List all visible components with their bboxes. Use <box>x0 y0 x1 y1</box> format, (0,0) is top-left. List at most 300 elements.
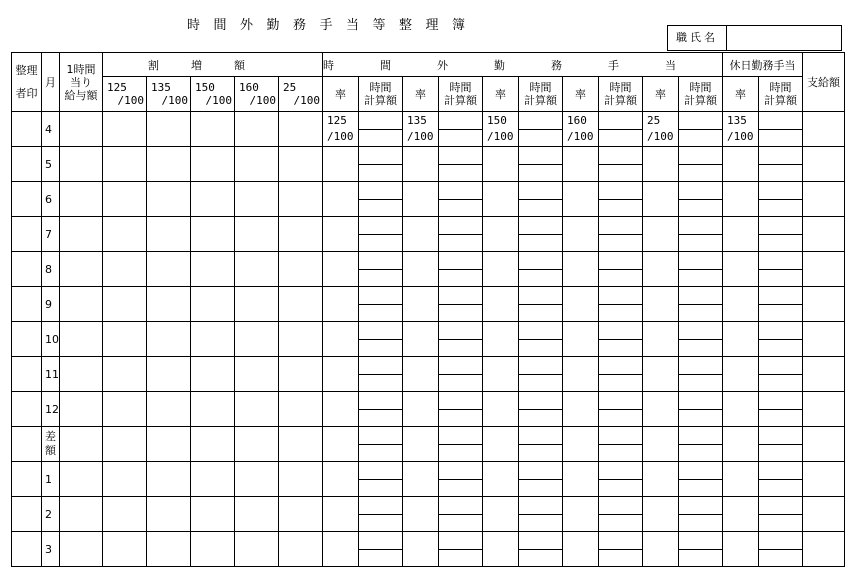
amount-subcell[interactable] <box>679 270 722 287</box>
amount-subcell[interactable] <box>359 270 402 287</box>
hours-subcell[interactable] <box>359 427 402 445</box>
hours-amount-cell[interactable] <box>519 392 563 427</box>
hours-subcell[interactable] <box>679 322 722 340</box>
amount-subcell[interactable] <box>359 445 402 462</box>
seal-cell[interactable] <box>12 287 42 322</box>
hours-subcell[interactable] <box>599 112 642 130</box>
hours-amount-cell[interactable] <box>519 287 563 322</box>
hours-subcell[interactable] <box>439 357 482 375</box>
value-cell[interactable] <box>60 252 103 287</box>
hours-amount-cell[interactable] <box>599 287 643 322</box>
hours-subcell[interactable] <box>439 427 482 445</box>
hours-amount-cell[interactable] <box>519 497 563 532</box>
value-cell[interactable] <box>279 217 323 252</box>
value-cell[interactable] <box>147 252 191 287</box>
amount-subcell[interactable] <box>679 515 722 532</box>
amount-subcell[interactable] <box>759 445 802 462</box>
value-cell[interactable] <box>279 427 323 462</box>
value-cell[interactable] <box>191 287 235 322</box>
amount-subcell[interactable] <box>519 375 562 392</box>
amount-subcell[interactable] <box>759 515 802 532</box>
hours-amount-cell[interactable] <box>679 287 723 322</box>
amount-subcell[interactable] <box>519 550 562 567</box>
value-cell[interactable] <box>191 532 235 567</box>
hours-subcell[interactable] <box>599 357 642 375</box>
hours-amount-cell[interactable] <box>359 182 403 217</box>
hours-subcell[interactable] <box>439 147 482 165</box>
hours-amount-cell[interactable] <box>679 322 723 357</box>
value-cell[interactable] <box>147 462 191 497</box>
value-cell[interactable] <box>147 427 191 462</box>
value-cell[interactable] <box>147 322 191 357</box>
value-cell[interactable] <box>60 462 103 497</box>
value-cell[interactable] <box>191 392 235 427</box>
amount-subcell[interactable] <box>759 305 802 322</box>
hours-amount-cell[interactable] <box>439 357 483 392</box>
hours-subcell[interactable] <box>519 392 562 410</box>
hours-subcell[interactable] <box>679 532 722 550</box>
hours-amount-cell[interactable] <box>759 182 803 217</box>
amount-subcell[interactable] <box>439 410 482 427</box>
hours-subcell[interactable] <box>599 252 642 270</box>
hours-amount-cell[interactable] <box>519 427 563 462</box>
value-cell[interactable] <box>279 462 323 497</box>
amount-subcell[interactable] <box>599 235 642 252</box>
hours-subcell[interactable] <box>759 462 802 480</box>
hours-subcell[interactable] <box>359 357 402 375</box>
hours-amount-cell[interactable] <box>359 112 403 147</box>
value-cell[interactable] <box>235 322 279 357</box>
hours-amount-cell[interactable] <box>359 462 403 497</box>
hours-amount-cell[interactable] <box>599 112 643 147</box>
hours-amount-cell[interactable] <box>519 462 563 497</box>
hours-subcell[interactable] <box>359 147 402 165</box>
hours-subcell[interactable] <box>439 462 482 480</box>
hours-amount-cell[interactable] <box>599 357 643 392</box>
shikyu-cell[interactable] <box>803 322 845 357</box>
hours-amount-cell[interactable] <box>439 252 483 287</box>
value-cell[interactable] <box>103 252 147 287</box>
value-cell[interactable] <box>191 112 235 147</box>
hours-subcell[interactable] <box>759 112 802 130</box>
amount-subcell[interactable] <box>519 340 562 357</box>
hours-amount-cell[interactable] <box>359 252 403 287</box>
hours-amount-cell[interactable] <box>519 217 563 252</box>
hours-subcell[interactable] <box>679 427 722 445</box>
amount-subcell[interactable] <box>439 515 482 532</box>
hours-subcell[interactable] <box>439 182 482 200</box>
hours-amount-cell[interactable] <box>679 147 723 182</box>
hours-subcell[interactable] <box>679 182 722 200</box>
hours-amount-cell[interactable] <box>439 462 483 497</box>
shikyu-cell[interactable] <box>803 462 845 497</box>
hours-amount-cell[interactable] <box>679 427 723 462</box>
amount-subcell[interactable] <box>679 130 722 147</box>
value-cell[interactable] <box>60 497 103 532</box>
hours-amount-cell[interactable] <box>439 112 483 147</box>
hours-amount-cell[interactable] <box>759 147 803 182</box>
value-cell[interactable] <box>235 462 279 497</box>
hours-amount-cell[interactable] <box>759 392 803 427</box>
amount-subcell[interactable] <box>679 235 722 252</box>
value-cell[interactable] <box>103 217 147 252</box>
hours-subcell[interactable] <box>679 392 722 410</box>
hours-amount-cell[interactable] <box>759 252 803 287</box>
amount-subcell[interactable] <box>679 550 722 567</box>
value-cell[interactable] <box>279 182 323 217</box>
hours-amount-cell[interactable] <box>679 357 723 392</box>
hours-subcell[interactable] <box>359 392 402 410</box>
hours-amount-cell[interactable] <box>759 357 803 392</box>
hours-amount-cell[interactable] <box>439 147 483 182</box>
hours-subcell[interactable] <box>519 147 562 165</box>
hours-amount-cell[interactable] <box>759 322 803 357</box>
hours-amount-cell[interactable] <box>759 112 803 147</box>
hours-subcell[interactable] <box>679 287 722 305</box>
value-cell[interactable] <box>235 497 279 532</box>
hours-amount-cell[interactable] <box>439 217 483 252</box>
hours-amount-cell[interactable] <box>599 252 643 287</box>
value-cell[interactable] <box>191 462 235 497</box>
value-cell[interactable] <box>147 357 191 392</box>
value-cell[interactable] <box>103 427 147 462</box>
amount-subcell[interactable] <box>519 200 562 217</box>
hours-subcell[interactable] <box>439 252 482 270</box>
hours-subcell[interactable] <box>759 322 802 340</box>
amount-subcell[interactable] <box>439 130 482 147</box>
hours-amount-cell[interactable] <box>359 497 403 532</box>
value-cell[interactable] <box>103 322 147 357</box>
seal-cell[interactable] <box>12 532 42 567</box>
shikyu-cell[interactable] <box>803 252 845 287</box>
amount-subcell[interactable] <box>599 340 642 357</box>
hours-amount-cell[interactable] <box>359 287 403 322</box>
amount-subcell[interactable] <box>599 270 642 287</box>
hours-subcell[interactable] <box>679 217 722 235</box>
hours-amount-cell[interactable] <box>359 532 403 567</box>
amount-subcell[interactable] <box>519 165 562 182</box>
amount-subcell[interactable] <box>359 550 402 567</box>
hours-subcell[interactable] <box>679 252 722 270</box>
seal-cell[interactable] <box>12 147 42 182</box>
hours-amount-cell[interactable] <box>439 392 483 427</box>
amount-subcell[interactable] <box>359 305 402 322</box>
shikyu-cell[interactable] <box>803 217 845 252</box>
hours-amount-cell[interactable] <box>759 462 803 497</box>
value-cell[interactable] <box>147 147 191 182</box>
value-cell[interactable] <box>191 252 235 287</box>
hours-amount-cell[interactable] <box>679 217 723 252</box>
hours-amount-cell[interactable] <box>599 182 643 217</box>
amount-subcell[interactable] <box>759 340 802 357</box>
hours-subcell[interactable] <box>519 287 562 305</box>
hours-amount-cell[interactable] <box>439 532 483 567</box>
amount-subcell[interactable] <box>759 130 802 147</box>
hours-subcell[interactable] <box>679 357 722 375</box>
hours-amount-cell[interactable] <box>519 322 563 357</box>
amount-subcell[interactable] <box>439 305 482 322</box>
hours-subcell[interactable] <box>519 357 562 375</box>
amount-subcell[interactable] <box>519 410 562 427</box>
seal-cell[interactable] <box>12 112 42 147</box>
amount-subcell[interactable] <box>359 375 402 392</box>
value-cell[interactable] <box>191 497 235 532</box>
hours-subcell[interactable] <box>679 497 722 515</box>
value-cell[interactable] <box>60 427 103 462</box>
value-cell[interactable] <box>235 182 279 217</box>
value-cell[interactable] <box>60 532 103 567</box>
value-cell[interactable] <box>191 427 235 462</box>
value-cell[interactable] <box>279 532 323 567</box>
amount-subcell[interactable] <box>599 375 642 392</box>
hours-amount-cell[interactable] <box>599 392 643 427</box>
hours-subcell[interactable] <box>599 322 642 340</box>
hours-subcell[interactable] <box>759 217 802 235</box>
amount-subcell[interactable] <box>439 480 482 497</box>
value-cell[interactable] <box>60 182 103 217</box>
amount-subcell[interactable] <box>759 165 802 182</box>
amount-subcell[interactable] <box>439 165 482 182</box>
value-cell[interactable] <box>279 392 323 427</box>
hours-amount-cell[interactable] <box>679 182 723 217</box>
hours-subcell[interactable] <box>359 252 402 270</box>
seal-cell[interactable] <box>12 462 42 497</box>
hours-amount-cell[interactable] <box>519 182 563 217</box>
amount-subcell[interactable] <box>759 480 802 497</box>
hours-amount-cell[interactable] <box>359 147 403 182</box>
hours-amount-cell[interactable] <box>439 287 483 322</box>
seal-cell[interactable] <box>12 497 42 532</box>
hours-subcell[interactable] <box>439 287 482 305</box>
value-cell[interactable] <box>279 112 323 147</box>
hours-amount-cell[interactable] <box>439 182 483 217</box>
amount-subcell[interactable] <box>679 305 722 322</box>
hours-subcell[interactable] <box>759 357 802 375</box>
amount-subcell[interactable] <box>679 480 722 497</box>
amount-subcell[interactable] <box>519 305 562 322</box>
hours-subcell[interactable] <box>439 112 482 130</box>
hours-subcell[interactable] <box>439 322 482 340</box>
value-cell[interactable] <box>279 357 323 392</box>
hours-amount-cell[interactable] <box>679 252 723 287</box>
hours-subcell[interactable] <box>599 217 642 235</box>
hours-subcell[interactable] <box>759 287 802 305</box>
seal-cell[interactable] <box>12 182 42 217</box>
value-cell[interactable] <box>60 392 103 427</box>
value-cell[interactable] <box>235 532 279 567</box>
hours-subcell[interactable] <box>519 112 562 130</box>
hours-subcell[interactable] <box>759 427 802 445</box>
hours-amount-cell[interactable] <box>599 217 643 252</box>
hours-amount-cell[interactable] <box>519 357 563 392</box>
hours-subcell[interactable] <box>599 147 642 165</box>
seal-cell[interactable] <box>12 392 42 427</box>
value-cell[interactable] <box>103 182 147 217</box>
value-cell[interactable] <box>103 287 147 322</box>
amount-subcell[interactable] <box>519 130 562 147</box>
value-cell[interactable] <box>191 357 235 392</box>
hours-subcell[interactable] <box>359 217 402 235</box>
value-cell[interactable] <box>235 427 279 462</box>
shikyu-cell[interactable] <box>803 182 845 217</box>
amount-subcell[interactable] <box>359 515 402 532</box>
shikyu-cell[interactable] <box>803 357 845 392</box>
amount-subcell[interactable] <box>599 480 642 497</box>
value-cell[interactable] <box>191 147 235 182</box>
hours-amount-cell[interactable] <box>519 147 563 182</box>
seal-cell[interactable] <box>12 322 42 357</box>
hours-amount-cell[interactable] <box>439 497 483 532</box>
hours-subcell[interactable] <box>359 287 402 305</box>
hours-amount-cell[interactable] <box>759 497 803 532</box>
value-cell[interactable] <box>147 392 191 427</box>
value-cell[interactable] <box>103 147 147 182</box>
hours-subcell[interactable] <box>519 497 562 515</box>
value-cell[interactable] <box>235 252 279 287</box>
amount-subcell[interactable] <box>519 480 562 497</box>
value-cell[interactable] <box>60 322 103 357</box>
hours-subcell[interactable] <box>599 392 642 410</box>
hours-subcell[interactable] <box>599 427 642 445</box>
amount-subcell[interactable] <box>599 410 642 427</box>
shikyu-cell[interactable] <box>803 497 845 532</box>
hours-subcell[interactable] <box>599 462 642 480</box>
amount-subcell[interactable] <box>759 550 802 567</box>
value-cell[interactable] <box>191 217 235 252</box>
amount-subcell[interactable] <box>679 410 722 427</box>
amount-subcell[interactable] <box>359 340 402 357</box>
amount-subcell[interactable] <box>439 375 482 392</box>
amount-subcell[interactable] <box>359 410 402 427</box>
hours-subcell[interactable] <box>759 532 802 550</box>
amount-subcell[interactable] <box>599 130 642 147</box>
hours-subcell[interactable] <box>599 287 642 305</box>
hours-subcell[interactable] <box>519 427 562 445</box>
value-cell[interactable] <box>60 147 103 182</box>
hours-subcell[interactable] <box>759 252 802 270</box>
amount-subcell[interactable] <box>599 200 642 217</box>
amount-subcell[interactable] <box>679 340 722 357</box>
hours-subcell[interactable] <box>359 497 402 515</box>
amount-subcell[interactable] <box>439 340 482 357</box>
hours-amount-cell[interactable] <box>679 462 723 497</box>
amount-subcell[interactable] <box>439 270 482 287</box>
hours-amount-cell[interactable] <box>599 427 643 462</box>
amount-subcell[interactable] <box>359 165 402 182</box>
value-cell[interactable] <box>235 287 279 322</box>
amount-subcell[interactable] <box>759 270 802 287</box>
amount-subcell[interactable] <box>439 200 482 217</box>
hours-amount-cell[interactable] <box>519 112 563 147</box>
shikyu-cell[interactable] <box>803 532 845 567</box>
seal-cell[interactable] <box>12 357 42 392</box>
amount-subcell[interactable] <box>359 130 402 147</box>
hours-subcell[interactable] <box>679 462 722 480</box>
value-cell[interactable] <box>235 147 279 182</box>
value-cell[interactable] <box>191 322 235 357</box>
hours-subcell[interactable] <box>359 182 402 200</box>
amount-subcell[interactable] <box>759 235 802 252</box>
value-cell[interactable] <box>103 357 147 392</box>
seal-cell[interactable] <box>12 252 42 287</box>
hours-amount-cell[interactable] <box>359 217 403 252</box>
hours-amount-cell[interactable] <box>519 252 563 287</box>
amount-subcell[interactable] <box>679 375 722 392</box>
amount-subcell[interactable] <box>759 410 802 427</box>
value-cell[interactable] <box>279 287 323 322</box>
hours-amount-cell[interactable] <box>679 532 723 567</box>
hours-amount-cell[interactable] <box>599 497 643 532</box>
hours-subcell[interactable] <box>519 182 562 200</box>
amount-subcell[interactable] <box>599 550 642 567</box>
seal-cell[interactable] <box>12 217 42 252</box>
value-cell[interactable] <box>103 497 147 532</box>
value-cell[interactable] <box>103 112 147 147</box>
value-cell[interactable] <box>147 182 191 217</box>
amount-subcell[interactable] <box>519 445 562 462</box>
amount-subcell[interactable] <box>519 515 562 532</box>
amount-subcell[interactable] <box>359 200 402 217</box>
amount-subcell[interactable] <box>439 445 482 462</box>
hours-subcell[interactable] <box>679 112 722 130</box>
hours-amount-cell[interactable] <box>759 532 803 567</box>
hours-subcell[interactable] <box>759 182 802 200</box>
hours-amount-cell[interactable] <box>679 392 723 427</box>
amount-subcell[interactable] <box>759 375 802 392</box>
value-cell[interactable] <box>60 357 103 392</box>
hours-subcell[interactable] <box>759 497 802 515</box>
amount-subcell[interactable] <box>519 270 562 287</box>
value-cell[interactable] <box>279 497 323 532</box>
amount-subcell[interactable] <box>599 165 642 182</box>
hours-subcell[interactable] <box>359 322 402 340</box>
value-cell[interactable] <box>103 462 147 497</box>
hours-subcell[interactable] <box>759 147 802 165</box>
amount-subcell[interactable] <box>759 200 802 217</box>
hours-subcell[interactable] <box>439 532 482 550</box>
hours-subcell[interactable] <box>599 532 642 550</box>
value-cell[interactable] <box>60 287 103 322</box>
amount-subcell[interactable] <box>599 445 642 462</box>
hours-amount-cell[interactable] <box>679 497 723 532</box>
value-cell[interactable] <box>147 497 191 532</box>
amount-subcell[interactable] <box>439 235 482 252</box>
hours-amount-cell[interactable] <box>599 532 643 567</box>
amount-subcell[interactable] <box>519 235 562 252</box>
shikyu-cell[interactable] <box>803 287 845 322</box>
amount-subcell[interactable] <box>679 200 722 217</box>
amount-subcell[interactable] <box>599 305 642 322</box>
hours-amount-cell[interactable] <box>359 427 403 462</box>
value-cell[interactable] <box>60 112 103 147</box>
value-cell[interactable] <box>279 322 323 357</box>
value-cell[interactable] <box>191 182 235 217</box>
amount-subcell[interactable] <box>359 480 402 497</box>
value-cell[interactable] <box>147 532 191 567</box>
hours-subcell[interactable] <box>679 147 722 165</box>
amount-subcell[interactable] <box>599 515 642 532</box>
value-cell[interactable] <box>235 392 279 427</box>
value-cell[interactable] <box>147 112 191 147</box>
hours-subcell[interactable] <box>359 112 402 130</box>
value-cell[interactable] <box>235 112 279 147</box>
shikyu-cell[interactable] <box>803 427 845 462</box>
value-cell[interactable] <box>279 147 323 182</box>
hours-subcell[interactable] <box>519 322 562 340</box>
hours-amount-cell[interactable] <box>599 462 643 497</box>
hours-subcell[interactable] <box>359 532 402 550</box>
hours-subcell[interactable] <box>439 217 482 235</box>
